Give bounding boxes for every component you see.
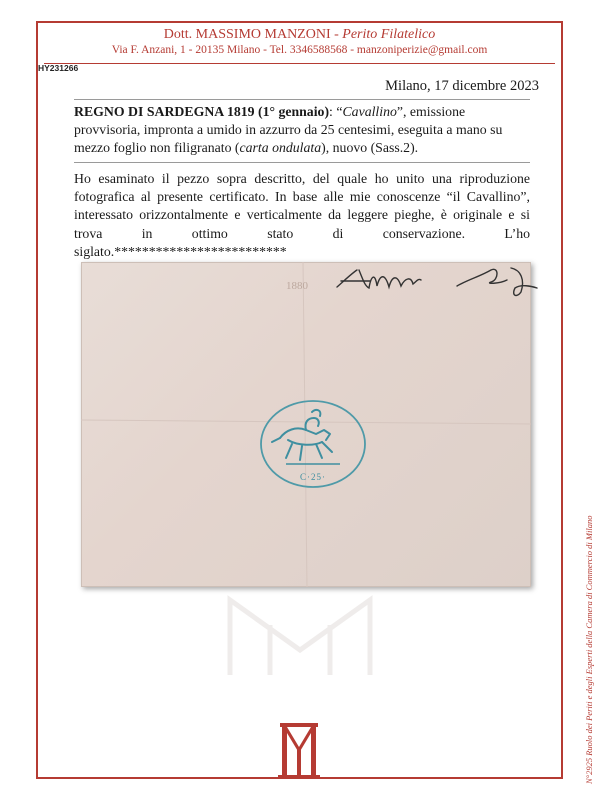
cavallino-stamp-icon [258, 396, 370, 496]
reference-number: HY231266 [38, 63, 79, 73]
stamp-name: Cavallino [342, 104, 397, 119]
description-text-1: , emissione provvisoria, impronta a umido in azzurro da 25 centesimi, eseguita a mano su mezzo foglio non filigranato ( [74, 104, 503, 156]
title-prefix: Dott. [163, 27, 196, 42]
title-name: MASSIMO MANZONI [195, 27, 331, 42]
expert-title [38, 27, 561, 43]
quote-close: ” [396, 104, 404, 119]
pencil-note: 1880 [286, 280, 308, 292]
paper-type: carta ondulata [239, 140, 322, 156]
description-colon: : [329, 104, 337, 119]
expert-address: Via F. Anzani, 1 - 20135 Milano - Tel. 3346588568 - manzoniperizie@gmail.com [111, 44, 488, 56]
quote-open: “ [336, 104, 343, 119]
description-top-divider [74, 99, 530, 100]
item-description [74, 103, 530, 158]
watermark-bottom-monogram-icon [210, 590, 390, 680]
description-text-2: ), nuovo (Sass.2). [321, 140, 419, 156]
mm-logo-icon [276, 719, 322, 781]
title-suffix: - Perito Filatelico [330, 27, 436, 42]
description-heading: REGNO DI SARDEGNA 1819 (1° gennaio) [74, 104, 330, 119]
certificate-body: Ho esaminato il pezzo sopra descritto, del quale ho unito una riproduzione fotografica al presente certificato. In base alle mie conoscenze “il Cavallino”, interessato orizzontalmente e verticalmente da leggere pieghe, è originale e si trova in ottimo stato di conservazione. L’ho siglato.************************* [74, 171, 530, 259]
description-bottom-divider [74, 162, 530, 163]
registry-note: N°2925 Ruolo dei Periti e degli Esperti della Camera di Commercio di Milano [584, 515, 594, 784]
header-divider [44, 63, 555, 64]
signature-icon [285, 258, 575, 298]
stamp-value-label: C·25· [300, 472, 326, 482]
place-date: Milano, 17 dicembre 2023 [385, 78, 539, 94]
